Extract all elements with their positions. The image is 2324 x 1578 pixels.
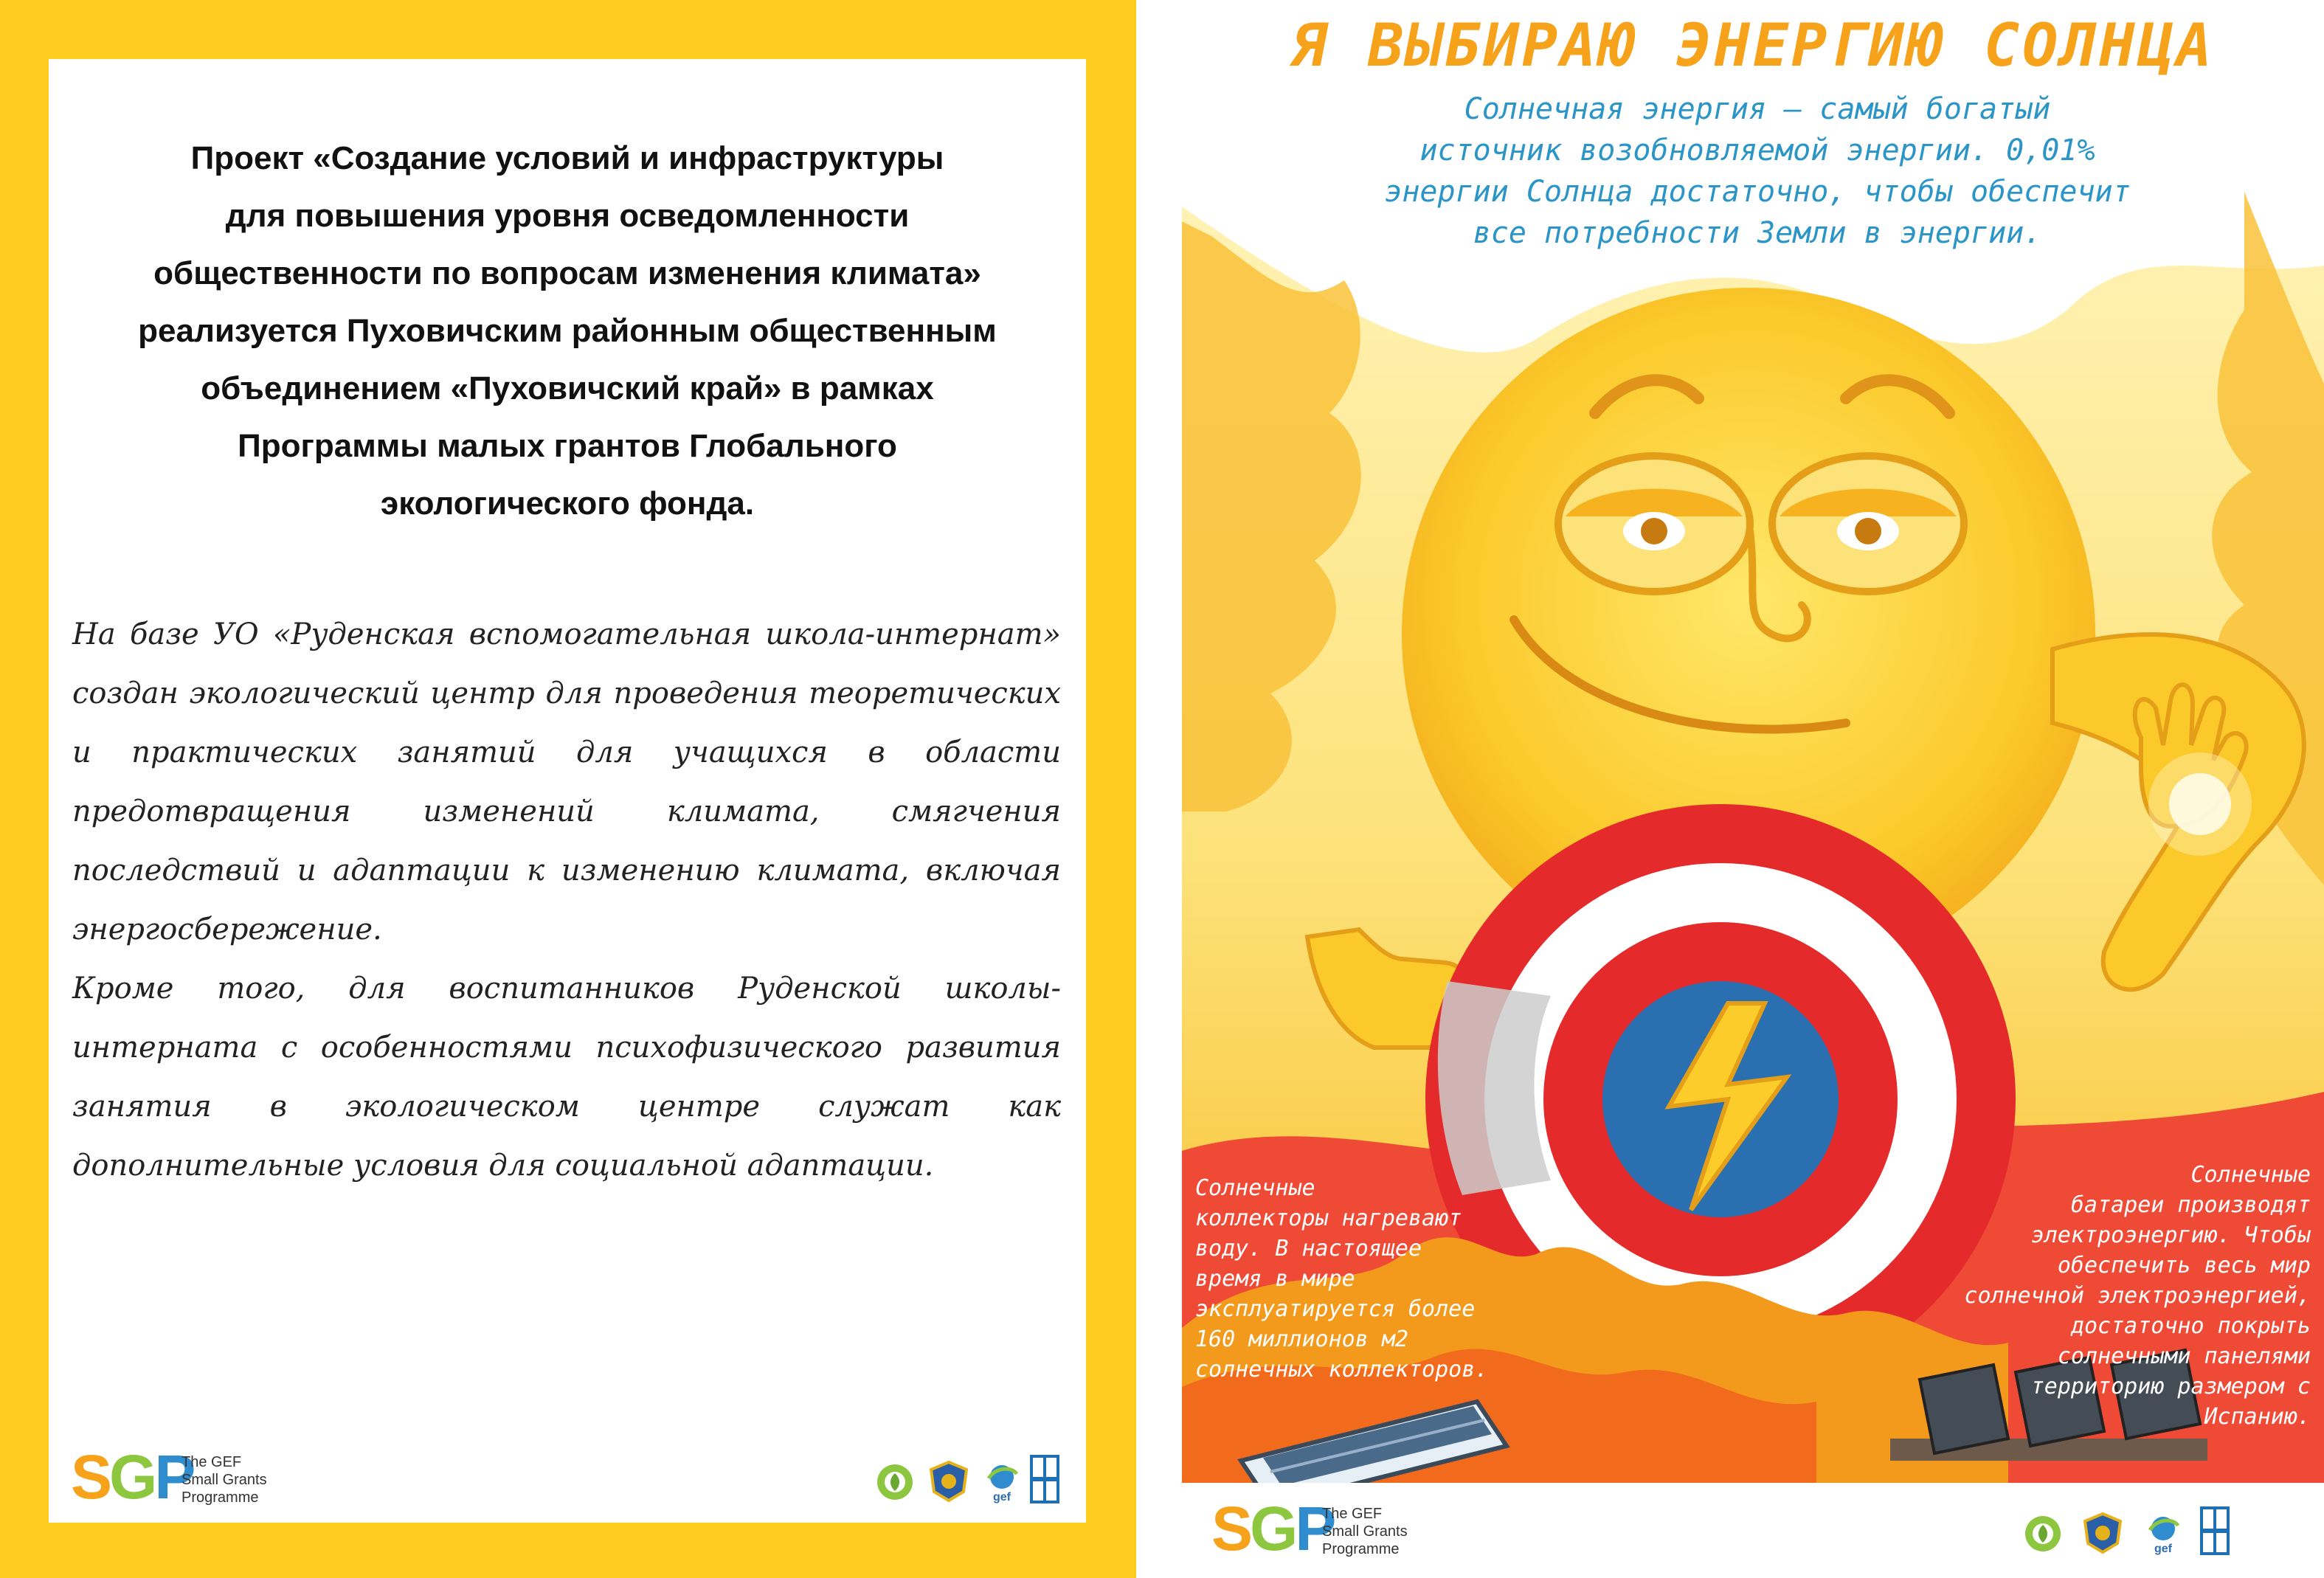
left-info-panel (0, 0, 1136, 1578)
sgp-caption: The GEF Small Grants Programme (181, 1454, 267, 1506)
eco-center-paragraph: На базе УО «Руденская вспомогательная школа-интернат» создан экологический центр для проведения теоретических и практических занятий для учащихся в области предотвращения изменений климата, смягчения последствий и адаптации к изменению климата, включая энергосбережение. (72, 617, 1061, 947)
sgp-logo: SGP (71, 1442, 193, 1512)
left-info-card (49, 59, 1086, 1523)
svg-text:gef: gef (2154, 1543, 2172, 1555)
svg-text:gef: gef (993, 1491, 1011, 1503)
heading-line: объединением «Пуховичский край» в рамках (201, 370, 934, 406)
region-emblem-logo (927, 1459, 971, 1503)
heading-line: для повышения уровня осведомленности (225, 198, 910, 234)
undp-logo (1030, 1455, 1059, 1503)
sgp-logo: SGP (1211, 1494, 1334, 1563)
poster-title: Я ВЫБИРАЮ ЭНЕРГИЮ СОЛНЦА (1291, 11, 2215, 80)
heading-line: экологического фонда. (380, 485, 755, 522)
project-heading (49, 130, 1086, 533)
gef-logo (980, 1459, 1024, 1503)
undp-logo (2200, 1506, 2230, 1555)
heading-line: Проект «Создание условий и инфраструктуры (190, 140, 944, 176)
heading-line: общественности по вопросам изменения климата» (153, 255, 981, 291)
heading-line: реализуется Пуховичским районным общественным (138, 313, 997, 349)
solar-panels-note: Солнечные батареи производят электроэнергию. Чтобы обеспечить весь мир солнечной электроэнергией, достаточно покрыть солнечными панелями территорию размером с Испанию. (1964, 1162, 2311, 1430)
gef-logo (2141, 1511, 2185, 1555)
social-adaptation-paragraph: Кроме того, для воспитанников Руденской школы-интерната с особенностями психофизического развития занятия в экологическом центре служат как дополнительные условия для социальной адаптации. (72, 972, 1061, 1183)
heading-line: Программы малых грантов Глобального (238, 428, 897, 464)
left-footer-logos (71, 1442, 1059, 1520)
eco-center-logo (875, 1462, 915, 1502)
solar-collectors-note: Солнечные коллекторы нагревают воду. В настоящее время в мире эксплуатируется более 160 миллионов м2 солнечных коллекторов. (1195, 1175, 1489, 1383)
solar-poster (1182, 0, 2324, 1578)
right-footer-logos (1211, 1494, 2303, 1571)
region-emblem-logo (2081, 1511, 2125, 1555)
poster-subtitle: Солнечная энергия — самый богатый источник возобновляемой энергии. 0,01% энергии Солнца достаточно, чтобы обеспечит все потребности Земли в энергии. (1384, 92, 2131, 250)
sgp-caption: The GEF Small Grants Programme (1322, 1506, 1408, 1557)
eco-center-logo (2023, 1514, 2063, 1554)
